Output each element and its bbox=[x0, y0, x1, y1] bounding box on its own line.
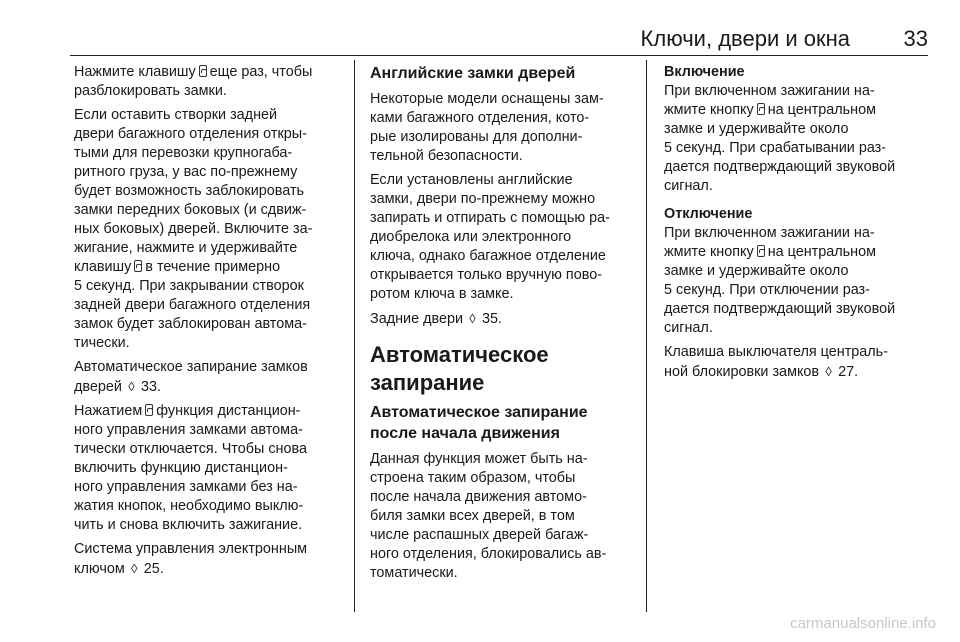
column-divider-2 bbox=[646, 60, 647, 612]
page-title: Ключи, двери и окна bbox=[640, 26, 850, 51]
paragraph bbox=[370, 90, 642, 166]
text-line: Автоматическое bbox=[370, 342, 549, 367]
text-line: дается подтверждающий звуковой bbox=[664, 159, 896, 175]
lock-key-icon bbox=[145, 404, 153, 416]
text-line: Некоторые модели оснащены зам- bbox=[370, 91, 604, 107]
text-line: запирать и отпирать с помощью ра- bbox=[370, 210, 610, 226]
text: клавишу bbox=[74, 259, 132, 275]
text-line: замке и удерживайте около bbox=[664, 263, 849, 279]
text: функция дистанцион- bbox=[156, 403, 301, 419]
text-line: замки, двери по-прежнему можно bbox=[370, 191, 596, 207]
paragraph bbox=[370, 309, 642, 329]
bold-heading-enable: Включение bbox=[664, 64, 745, 80]
page-reference[interactable]: 33. bbox=[140, 379, 161, 395]
text: Задние двери bbox=[370, 311, 464, 327]
text-line: ротом ключа в замке. bbox=[370, 286, 514, 302]
bold-heading-disable: Отключение bbox=[664, 206, 753, 222]
text-line: ного управления замками автома- bbox=[74, 422, 303, 438]
paragraph bbox=[664, 224, 932, 338]
text: жмите кнопку bbox=[664, 244, 754, 260]
paragraph bbox=[74, 63, 344, 101]
text: еще раз, чтобы bbox=[209, 64, 313, 80]
text: на центральном bbox=[767, 102, 877, 118]
column-3 bbox=[664, 63, 932, 387]
column-2 bbox=[370, 63, 642, 588]
text-line: тельной безопасности. bbox=[370, 148, 523, 164]
text-line: При включенном зажигании на- bbox=[664, 83, 875, 99]
text-line: задней двери багажного отделения bbox=[74, 297, 311, 313]
text-line: ключа, однако багажное отделение bbox=[370, 248, 606, 264]
text-line: Если установлены английские bbox=[370, 172, 573, 188]
text-line: диобрелока или электронного bbox=[370, 229, 572, 245]
text-line: 5 секунд. При закрывании створок bbox=[74, 278, 304, 294]
text-line: рые изолированы для дополни- bbox=[370, 129, 583, 145]
chapter-heading bbox=[370, 341, 642, 397]
text-line: сигнал. bbox=[664, 178, 713, 194]
page-reference[interactable]: 35. bbox=[482, 311, 503, 327]
text: разблокировать замки. bbox=[74, 83, 227, 99]
text-line: после начала движения bbox=[370, 425, 560, 442]
watermark: carmanualsonline.info bbox=[790, 615, 936, 632]
lock-key-icon bbox=[757, 245, 765, 257]
text: ключом bbox=[74, 561, 125, 577]
text-line: тически. bbox=[74, 335, 130, 351]
text-line: после начала движения автомо- bbox=[370, 489, 587, 505]
text: Нажмите клавишу bbox=[74, 64, 196, 80]
paragraph bbox=[664, 343, 932, 382]
text-line: двери багажного отделения откры- bbox=[74, 126, 307, 142]
page-reference-icon: ◊ bbox=[469, 311, 476, 326]
text-line: замки передних боковых (и сдвиж- bbox=[74, 202, 307, 218]
text-line: чить и снова включить зажигание. bbox=[74, 517, 303, 533]
text-line: сигнал. bbox=[664, 320, 713, 336]
paragraph bbox=[370, 171, 642, 304]
text: дверей bbox=[74, 379, 122, 395]
column-divider-1 bbox=[354, 60, 355, 612]
text-line: При включенном зажигании на- bbox=[664, 225, 875, 241]
page-reference-icon: ◊ bbox=[128, 379, 135, 394]
text-line: замке и удерживайте около bbox=[664, 121, 849, 137]
text-line: ных боковых) дверей. Включите за- bbox=[74, 221, 313, 237]
text-line: жигание, нажмите и удерживайте bbox=[74, 240, 298, 256]
text-line: открывается только вручную пово- bbox=[370, 267, 603, 283]
page-reference[interactable]: 25. bbox=[143, 561, 164, 577]
text-line: Автоматическое запирание замков bbox=[74, 359, 308, 375]
paragraph bbox=[74, 106, 344, 353]
text-line: биля замки всех дверей, в том bbox=[370, 508, 575, 524]
page-reference-icon: ◊ bbox=[825, 364, 832, 379]
text-line: ритного груза, у вас по-прежнему bbox=[74, 164, 298, 180]
text: на центральном bbox=[767, 244, 877, 260]
text-line: дается подтверждающий звуковой bbox=[664, 301, 896, 317]
text-line: запирание bbox=[370, 370, 485, 395]
text-line: жатия кнопок, необходимо выклю- bbox=[74, 498, 304, 514]
page-reference[interactable]: 27. bbox=[838, 364, 859, 380]
text: в течение примерно bbox=[145, 259, 281, 275]
text-line: будет возможность заблокировать bbox=[74, 183, 305, 199]
paragraph bbox=[74, 358, 344, 397]
text: Нажатием bbox=[74, 403, 143, 419]
text-line: Данная функция может быть на- bbox=[370, 451, 588, 467]
page-number: 33 bbox=[903, 26, 928, 51]
text-line: ного отделения, блокировались ав- bbox=[370, 546, 607, 562]
text-line: ками багажного отделения, кото- bbox=[370, 110, 590, 126]
page-reference-icon: ◊ bbox=[131, 561, 138, 576]
lock-key-icon bbox=[134, 260, 142, 272]
section-heading: Английские замки дверей bbox=[370, 65, 576, 82]
subsection-heading bbox=[370, 402, 642, 444]
text-line: тически отключается. Чтобы снова bbox=[74, 441, 307, 457]
text-line: Автоматическое запирание bbox=[370, 404, 588, 421]
text: жмите кнопку bbox=[664, 102, 754, 118]
text-line: Система управления электронным bbox=[74, 541, 308, 557]
text-line: строена таким образом, чтобы bbox=[370, 470, 576, 486]
text-line: Клавиша выключателя централь- bbox=[664, 344, 888, 360]
text-line: ного управления замками без на- bbox=[74, 479, 298, 495]
paragraph bbox=[74, 540, 344, 579]
text-line: 5 секунд. При отключении раз- bbox=[664, 282, 870, 298]
text-line: томатически. bbox=[370, 565, 458, 581]
column-1 bbox=[74, 63, 344, 584]
text-line: числе распашных дверей багаж- bbox=[370, 527, 589, 543]
text-line: включить функцию дистанцион- bbox=[74, 460, 288, 476]
text-line: 5 секунд. При срабатывании раз- bbox=[664, 140, 887, 156]
text-line: замок будет заблокирован автома- bbox=[74, 316, 307, 332]
text-line: тыми для перевозки крупногаба- bbox=[74, 145, 293, 161]
paragraph bbox=[370, 450, 642, 583]
lock-key-icon bbox=[199, 65, 207, 77]
paragraph bbox=[74, 402, 344, 535]
header-rule bbox=[70, 55, 928, 56]
lock-key-icon bbox=[757, 103, 765, 115]
text-line: Если оставить створки задней bbox=[74, 107, 278, 123]
paragraph bbox=[664, 82, 932, 196]
text: ной блокировки замков bbox=[664, 364, 820, 380]
